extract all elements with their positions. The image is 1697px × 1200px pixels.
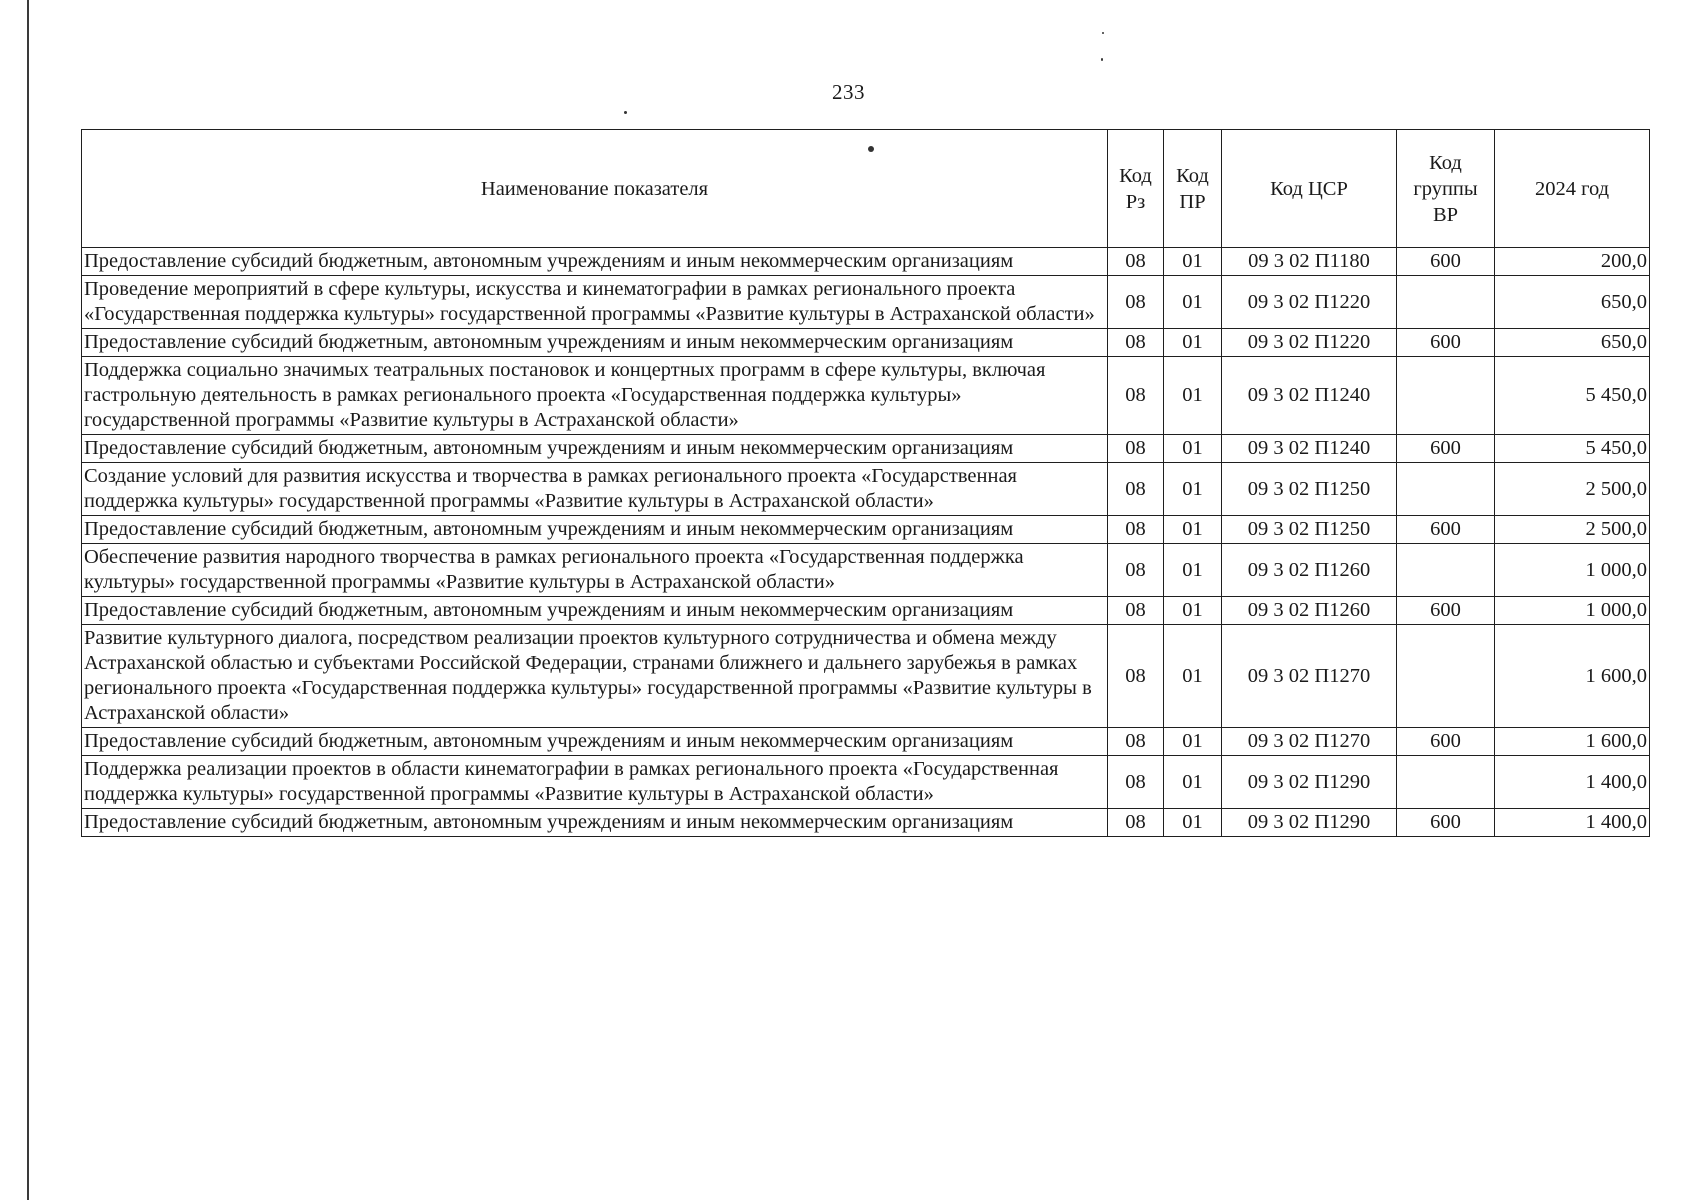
rz-code-cell: 08 bbox=[1108, 276, 1164, 329]
indicator-name-cell: Предоставление субсидий бюджетным, автономным учреждениям и иным некоммерческим организациям bbox=[82, 329, 1108, 357]
pr-code-cell: 01 bbox=[1164, 544, 1222, 597]
vr-group-code-cell: 600 bbox=[1397, 329, 1495, 357]
table-row bbox=[82, 756, 1650, 809]
rz-code-cell: 08 bbox=[1108, 809, 1164, 837]
rz-code-cell: 08 bbox=[1108, 463, 1164, 516]
vr-group-code-cell bbox=[1397, 625, 1495, 728]
rz-code-cell: 08 bbox=[1108, 329, 1164, 357]
rz-code-cell: 08 bbox=[1108, 728, 1164, 756]
indicator-name-cell: Предоставление субсидий бюджетным, автономным учреждениям и иным некоммерческим организациям bbox=[82, 728, 1108, 756]
rz-code-cell: 08 bbox=[1108, 625, 1164, 728]
table-row bbox=[82, 276, 1650, 329]
indicator-name-cell: Предоставление субсидий бюджетным, автономным учреждениям и иным некоммерческим организациям bbox=[82, 435, 1108, 463]
amount-2024-cell: 650,0 bbox=[1495, 276, 1650, 329]
amount-2024-cell: 1 400,0 bbox=[1495, 809, 1650, 837]
scan-speck bbox=[1102, 32, 1104, 34]
amount-2024-cell: 200,0 bbox=[1495, 248, 1650, 276]
csr-code-cell: 09 3 02 П1290 bbox=[1222, 809, 1397, 837]
header-rz-code: Код Рз bbox=[1108, 130, 1164, 248]
header-indicator-name: Наименование показателя bbox=[82, 130, 1108, 248]
pr-code-cell: 01 bbox=[1164, 516, 1222, 544]
amount-2024-cell: 1 000,0 bbox=[1495, 597, 1650, 625]
amount-2024-cell: 2 500,0 bbox=[1495, 463, 1650, 516]
csr-code-cell: 09 3 02 П1260 bbox=[1222, 544, 1397, 597]
indicator-name-cell: Предоставление субсидий бюджетным, автономным учреждениям и иным некоммерческим организациям bbox=[82, 809, 1108, 837]
rz-code-cell: 08 bbox=[1108, 248, 1164, 276]
indicator-name-cell: Предоставление субсидий бюджетным, автономным учреждениям и иным некоммерческим организациям bbox=[82, 597, 1108, 625]
rz-code-cell: 08 bbox=[1108, 544, 1164, 597]
csr-code-cell: 09 3 02 П1290 bbox=[1222, 756, 1397, 809]
table-row bbox=[82, 728, 1650, 756]
header-vr-group-code: Код группы ВР bbox=[1397, 130, 1495, 248]
table-row bbox=[82, 809, 1650, 837]
table-body bbox=[82, 248, 1650, 837]
amount-2024-cell: 2 500,0 bbox=[1495, 516, 1650, 544]
vr-group-code-cell: 600 bbox=[1397, 597, 1495, 625]
rz-code-cell: 08 bbox=[1108, 597, 1164, 625]
pr-code-cell: 01 bbox=[1164, 756, 1222, 809]
vr-group-code-cell bbox=[1397, 276, 1495, 329]
amount-2024-cell: 5 450,0 bbox=[1495, 435, 1650, 463]
rz-code-cell: 08 bbox=[1108, 756, 1164, 809]
amount-2024-cell: 1 600,0 bbox=[1495, 625, 1650, 728]
csr-code-cell: 09 3 02 П1270 bbox=[1222, 728, 1397, 756]
indicator-name-cell: Создание условий для развития искусства и творчества в рамках регионального проекта «Государственная поддержка культуры» государственной программы «Развитие культуры в Астраханской области» bbox=[82, 463, 1108, 516]
vr-group-code-cell bbox=[1397, 756, 1495, 809]
pr-code-cell: 01 bbox=[1164, 625, 1222, 728]
vr-group-code-cell bbox=[1397, 544, 1495, 597]
csr-code-cell: 09 3 02 П1270 bbox=[1222, 625, 1397, 728]
table-row bbox=[82, 625, 1650, 728]
indicator-name-cell: Предоставление субсидий бюджетным, автономным учреждениям и иным некоммерческим организациям bbox=[82, 516, 1108, 544]
csr-code-cell: 09 3 02 П1220 bbox=[1222, 276, 1397, 329]
vr-group-code-cell bbox=[1397, 463, 1495, 516]
csr-code-cell: 09 3 02 П1240 bbox=[1222, 357, 1397, 435]
amount-2024-cell: 5 450,0 bbox=[1495, 357, 1650, 435]
indicator-name-cell: Предоставление субсидий бюджетным, автономным учреждениям и иным некоммерческим организациям bbox=[82, 248, 1108, 276]
table-row bbox=[82, 329, 1650, 357]
vr-group-code-cell: 600 bbox=[1397, 248, 1495, 276]
rz-code-cell: 08 bbox=[1108, 516, 1164, 544]
scan-speck bbox=[624, 111, 627, 114]
table-row bbox=[82, 357, 1650, 435]
page-number: 233 bbox=[832, 80, 865, 104]
budget-allocation-table bbox=[81, 129, 1650, 837]
amount-2024-cell: 1 000,0 bbox=[1495, 544, 1650, 597]
header-pr-code: Код ПР bbox=[1164, 130, 1222, 248]
pr-code-cell: 01 bbox=[1164, 809, 1222, 837]
amount-2024-cell: 650,0 bbox=[1495, 329, 1650, 357]
vr-group-code-cell: 600 bbox=[1397, 809, 1495, 837]
indicator-name-cell: Развитие культурного диалога, посредством реализации проектов культурного сотрудничества и обмена между Астраханской областью и субъектами Российской Федерации, странами ближнего и дальнего зарубежья в рамках регионального проекта «Государственная поддержка культуры» государственной программы «Развитие культуры в Астраханской области» bbox=[82, 625, 1108, 728]
csr-code-cell: 09 3 02 П1250 bbox=[1222, 463, 1397, 516]
pr-code-cell: 01 bbox=[1164, 329, 1222, 357]
binding-margin-line bbox=[27, 0, 29, 1200]
table-row bbox=[82, 544, 1650, 597]
pr-code-cell: 01 bbox=[1164, 276, 1222, 329]
table-row bbox=[82, 463, 1650, 516]
pr-code-cell: 01 bbox=[1164, 463, 1222, 516]
vr-group-code-cell: 600 bbox=[1397, 435, 1495, 463]
indicator-name-cell: Поддержка реализации проектов в области кинематографии в рамках регионального проекта «Государственная поддержка культуры» государственной программы «Развитие культуры в Астраханской области» bbox=[82, 756, 1108, 809]
rz-code-cell: 08 bbox=[1108, 357, 1164, 435]
amount-2024-cell: 1 400,0 bbox=[1495, 756, 1650, 809]
header-csr-code: Код ЦСР bbox=[1222, 130, 1397, 248]
table-header-row bbox=[82, 130, 1650, 248]
csr-code-cell: 09 3 02 П1240 bbox=[1222, 435, 1397, 463]
pr-code-cell: 01 bbox=[1164, 728, 1222, 756]
rz-code-cell: 08 bbox=[1108, 435, 1164, 463]
vr-group-code-cell bbox=[1397, 357, 1495, 435]
csr-code-cell: 09 3 02 П1220 bbox=[1222, 329, 1397, 357]
vr-group-code-cell: 600 bbox=[1397, 516, 1495, 544]
amount-2024-cell: 1 600,0 bbox=[1495, 728, 1650, 756]
indicator-name-cell: Проведение мероприятий в сфере культуры, искусства и кинематографии в рамках регионального проекта «Государственная поддержка культуры» государственной программы «Развитие культуры в Астраханской области» bbox=[82, 276, 1108, 329]
table-row bbox=[82, 597, 1650, 625]
table-row bbox=[82, 516, 1650, 544]
table-row bbox=[82, 248, 1650, 276]
indicator-name-cell: Поддержка социально значимых театральных постановок и концертных программ в сфере культуры, включая гастрольную деятельность в рамках регионального проекта «Государственная поддержка культуры» государственной программы «Развитие культуры в Астраханской области» bbox=[82, 357, 1108, 435]
pr-code-cell: 01 bbox=[1164, 248, 1222, 276]
table-row bbox=[82, 435, 1650, 463]
pr-code-cell: 01 bbox=[1164, 357, 1222, 435]
csr-code-cell: 09 3 02 П1260 bbox=[1222, 597, 1397, 625]
pr-code-cell: 01 bbox=[1164, 435, 1222, 463]
scan-speck bbox=[1101, 58, 1103, 61]
csr-code-cell: 09 3 02 П1180 bbox=[1222, 248, 1397, 276]
indicator-name-cell: Обеспечение развития народного творчества в рамках регионального проекта «Государственная поддержка культуры» государственной программы «Развитие культуры в Астраханской области» bbox=[82, 544, 1108, 597]
vr-group-code-cell: 600 bbox=[1397, 728, 1495, 756]
csr-code-cell: 09 3 02 П1250 bbox=[1222, 516, 1397, 544]
pr-code-cell: 01 bbox=[1164, 597, 1222, 625]
header-year-2024: 2024 год bbox=[1495, 130, 1650, 248]
